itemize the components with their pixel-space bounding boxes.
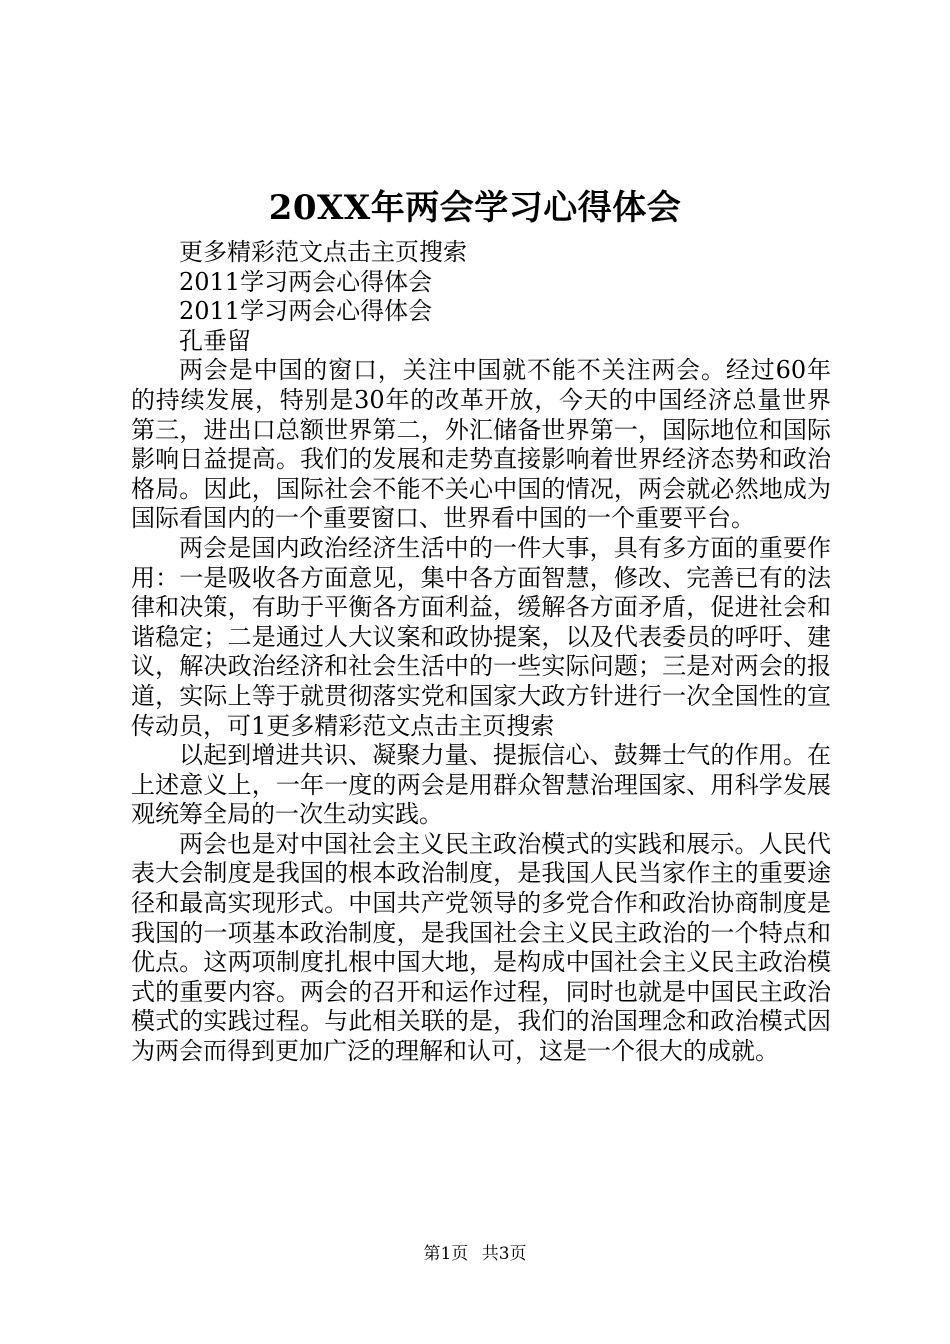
- page-number: 第1页: [423, 1244, 469, 1264]
- document-title: 20XX年两会学习心得体会: [268, 188, 682, 228]
- author-line: 孔垂留: [179, 326, 251, 355]
- page-total: 共3页: [481, 1244, 527, 1264]
- header-line-subtitle-2: 2011学习两会心得体会: [179, 297, 433, 326]
- header-line-more-samples: 更多精彩范文点击主页搜索: [179, 238, 467, 266]
- document-body: [131, 238, 831, 1067]
- paragraph-2: 两会是国内政治经济生活中的一件大事，具有多方面的重要作用：一是吸收各方面意见，集中各方面智慧，修改、完善已有的法律和决策，有助于平衡各方面利益，缓解各方面矛盾，促进社会和谐稳定；二是通过人大议案和政协提案，以及代表委员的呼吁、建议，解决政治经济和社会生活中的一些实际问题；三是对两会的报道，实际上等于就贯彻落实党和国家大政方针进行一次全国性的宣传动员，可1更多精彩范文点击主页搜索: [131, 533, 831, 740]
- page-footer: [0, 1243, 950, 1265]
- paragraph-3: 以起到增进共识、凝聚力量、提振信心、鼓舞士气的作用。在上述意义上，一年一度的两会是用群众智慧治理国家、用科学发展观统筹全局的一次生动实践。: [131, 741, 831, 829]
- header-line-subtitle-1: 2011学习两会心得体会: [179, 267, 433, 296]
- paragraph-1: 两会是中国的窗口，关注中国就不能不关注两会。经过60年的持续发展，特别是30年的改革开放，今天的中国经济总量世界第三，进出口总额世界第二，外汇储备世界第一，国际地位和国际影响日益提高。我们的发展和走势直接影响着世界经济态势和政治格局。因此，国际社会不能不关心中国的情况，两会就必然地成为国际看国内的一个重要窗口、世界看中国的一个重要平台。: [131, 356, 831, 533]
- paragraph-4: 两会也是对中国社会主义民主政治模式的实践和展示。人民代表大会制度是我国的根本政治制度，是我国人民当家作主的重要途径和最高实现形式。中国共产党领导的多党合作和政治协商制度是我国的一项基本政治制度，是我国社会主义民主政治的一个特点和优点。这两项制度扎根中国大地，是构成中国社会主义民主政治模式的重要内容。两会的召开和运作过程，同时也就是中国民主政治模式的实践过程。与此相关联的是，我们的治国理念和政治模式因为两会而得到更加广泛的理解和认可，这是一个很大的成就。: [131, 829, 831, 1066]
